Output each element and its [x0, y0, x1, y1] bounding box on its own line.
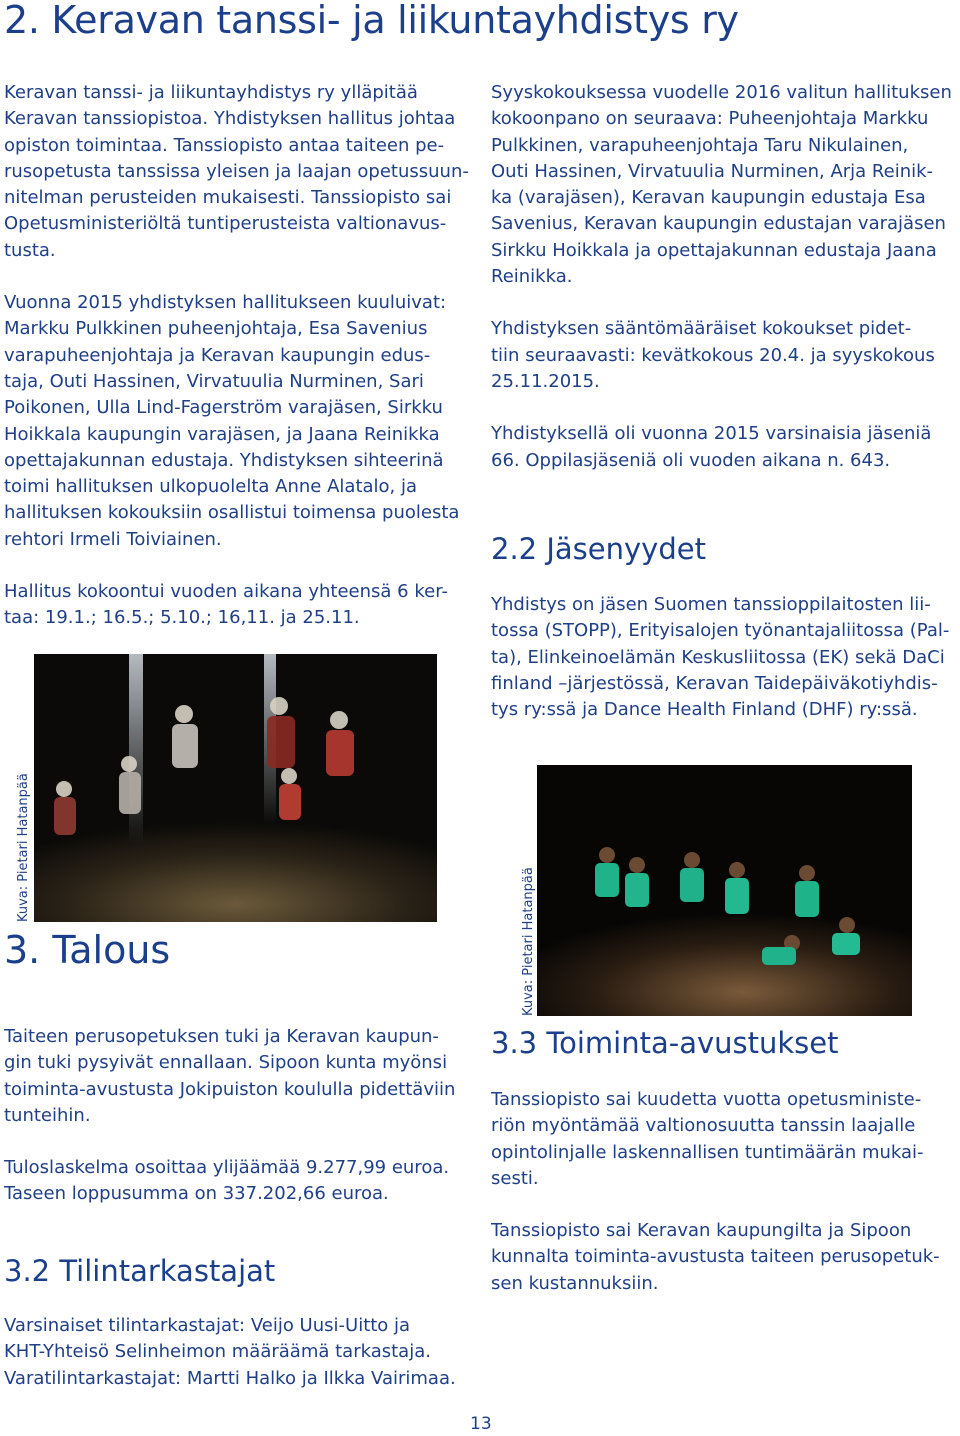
section-3-heading: 3. Talous — [4, 928, 171, 972]
memberships-paragraph: Yhdistys on jäsen Suomen tanssioppilaitosten lii- tossa (STOPP), Erityisalojen työnantajaliitossa (Pal- ta), Elinkeinoelämän Keskusliitossa (EK) sekä DaCi finland –järjestössä, Keravan Taidepäiväkotiyhdis- tys ry:ssä ja Dance Health Finland (DHF) ry:ssä. — [491, 594, 950, 721]
board-2016-paragraph: Syyskokouksessa vuodelle 2016 valitun hallituksen kokoonpano on seuraava: Puheenjohtaja Markku Pulkkinen, varapuheenjohtaja Taru Nikulainen, Outi Hassinen, Virvatuulia Nurminen, Arja Reinik- ka (varajäsen), Keravan kaupungin edustaja Esa Savenius, Keravan kaupungin edustajan varajäsen Sirkku Hoikkala ja opettajakunnan edustaja Jaana Reinikka. — [491, 82, 952, 288]
photo-2-caption: Kuva: Pietari Hatanpää — [521, 867, 536, 1016]
state-aid-paragraph: Tanssiopisto sai kuudetta vuotta opetusministe- riön myöntämää valtionosuutta tanssin laajalle opintolinjalle laskennallisen tuntimäärän mukai- sesti. — [491, 1089, 924, 1189]
dance-photo-1 — [34, 654, 437, 922]
section-2-2-body — [491, 592, 953, 749]
auditors-paragraph: Varsinaiset tilintarkastajat: Veijo Uusi-Uitto ja KHT-Yhteisö Selinheimon määräämä tarkastaja. Varatilintarkastajat: Martti Halko ja Ilkka Vairimaa. — [4, 1315, 456, 1389]
right-column — [491, 80, 953, 500]
board-2015-paragraph: Vuonna 2015 yhdistyksen hallitukseen kuuluivat: Markku Pulkkinen puheenjohtaja, Esa Savenius varapuheenjohtaja ja Keravan kaupungin edus- taja, Outi Hassinen, Virvatuulia Nurminen, Sari Poikonen, Ulla Lind-Fagerström varajäsen, Sirkku Hoikkala kaupungin varajäsen, ja Jaana Reinikka opettajakunnan edustaja. Yhdistyksen sihteerinä toimi hallituksen ulkopuolelta Anne Alatalo, ja hallituksen kokouksiin osallistui toimensa puolesta rehtori Irmeli Toiviainen. — [4, 292, 460, 550]
section-3-3-heading: 3.3 Toiminta-avustukset — [491, 1026, 839, 1060]
section-3-2-body — [4, 1313, 474, 1418]
page-number: 13 — [470, 1414, 492, 1434]
section-3-2-heading: 3.2 Tilintarkastajat — [4, 1254, 276, 1288]
page-title: 2. Keravan tanssi- ja liikuntayhdistys ry — [4, 0, 739, 42]
finance-paragraph: Tuloslaskelma osoittaa ylijäämää 9.277,99 euroa. Taseen loppusumma on 337.202,66 euroa. — [4, 1157, 450, 1205]
section-2-2-heading: 2.2 Jäsenyydet — [491, 532, 706, 566]
dance-photo-2 — [537, 765, 912, 1016]
support-paragraph: Taiteen perusopetuksen tuki ja Keravan kaupun- gin tuki pysyivät ennallaan. Sipoon kunta myönsi toiminta-avustusta Jokipuiston koululla pidettäviin tunteihin. — [4, 1026, 456, 1126]
intro-paragraph: Keravan tanssi- ja liikuntayhdistys ry ylläpitää Keravan tanssiopistoa. Yhdistyksen hallitus johtaa opiston toimintaa. Tanssiopisto antaa taiteen pe- rusopetusta tanssissa yleisen ja laajan opetussuun- nitelman perusteiden mukaisesti. Tanssiopisto sai Opetusministeriöltä tuntiperusteista valtionavus- tusta. — [4, 82, 469, 261]
municipal-aid-paragraph: Tanssiopisto sai Keravan kaupungilta ja Sipoon kunnalta toiminta-avustusta taiteen perusopetuk- sen kustannuksiin. — [491, 1220, 940, 1294]
section-3-body — [4, 1024, 474, 1234]
photo-1-caption: Kuva: Pietari Hatanpää — [16, 773, 31, 922]
annual-meetings-paragraph: Yhdistyksen sääntömääräiset kokoukset pidet- tiin seuraavasti: kevätkokous 20.4. ja syyskokous 25.11.2015. — [491, 318, 935, 392]
members-paragraph: Yhdistyksellä oli vuonna 2015 varsinaisia jäseniä 66. Oppilasjäseniä oli vuoden aikana n. 643. — [491, 423, 932, 471]
section-3-3-body — [491, 1087, 953, 1323]
meetings-paragraph: Hallitus kokoontui vuoden aikana yhteensä 6 ker- taa: 19.1.; 16.5.; 5.10.; 16,11. ja 25.11. — [4, 581, 448, 629]
left-column — [4, 80, 474, 658]
